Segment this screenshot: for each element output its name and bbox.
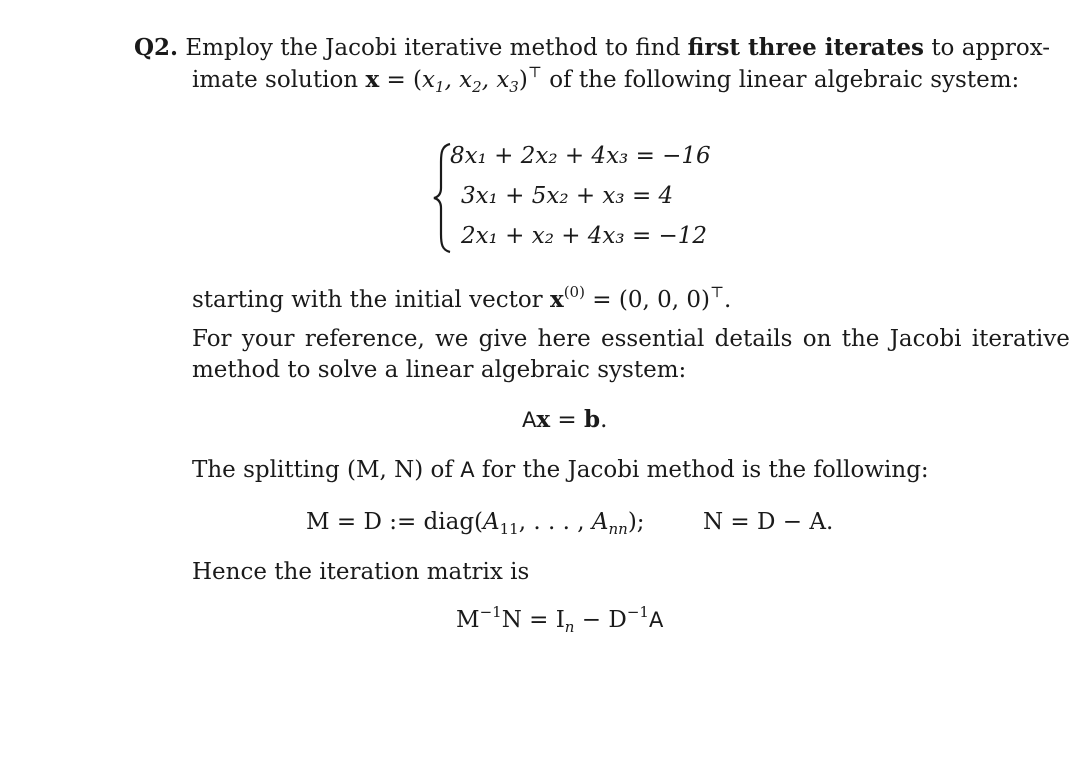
iter-inv-2: −1 [626, 603, 649, 621]
splitting-text-start: The splitting (M, N) of [192, 457, 453, 483]
iter-A: A [648, 608, 664, 632]
solution-vector: x [365, 66, 380, 93]
line2-text-2: of the following linear algebraic system: [549, 67, 1020, 93]
equation-3: 2x₁ + x₂ + 4x₃ = −12 [461, 223, 708, 249]
reference-line-1: For your reference, we give here essential details on the Jacobi iterative [192, 326, 1070, 352]
iteration-text: Hence the iteration matrix is [192, 559, 530, 585]
question-label: Q2. [134, 34, 179, 61]
equation-period: . [600, 407, 608, 433]
initial-value: = (0, 0, 0) [584, 287, 710, 313]
initial-superscript: (0) [563, 283, 585, 301]
formula-Ann: A [591, 509, 609, 535]
equation-1: 8x₁ + 2x₂ + 4x₃ = −16 [450, 143, 711, 169]
initial-transpose: ⊤ [709, 283, 725, 301]
iter-sub-n: n [564, 618, 575, 636]
splitting-formula [306, 508, 645, 536]
formula-sub-nn: nn [608, 520, 628, 538]
linear-equation [522, 406, 607, 434]
splitting-line [192, 456, 929, 484]
question-line-2: imate solution $x = (x_1$, $x_2$, $x_3)^⊤$ of the following linear algebraic system: [192, 63, 1020, 96]
intro-bold-text: first three iterates [687, 34, 924, 61]
intro-text-2: to approx- [931, 35, 1051, 61]
equation-2: 3x₁ + 5x₂ + x₃ = 4 [461, 183, 674, 209]
initial-vector-line [192, 283, 732, 314]
iter-M: M [456, 607, 480, 633]
equals-sign: = [550, 407, 584, 433]
iter-N-I: N = I [501, 607, 565, 633]
initial-end: . [724, 287, 732, 313]
splitting-formula-N: N = D − A. [703, 509, 834, 535]
initial-text: starting with the initial vector [192, 287, 543, 313]
iteration-formula [456, 603, 664, 636]
vector-b: b [584, 406, 601, 433]
line2-text-1: imate solution [192, 67, 359, 93]
formula-M-D: M = D := diag( [306, 509, 484, 535]
formula-sub-11: 11 [499, 520, 519, 538]
intro-text-1: Employ the Jacobi iterative method to find [185, 35, 681, 61]
question-line-1 [134, 34, 1050, 62]
formula-A11: A [483, 509, 500, 535]
solution-equals: = ( [379, 67, 423, 93]
initial-vector: x [549, 286, 564, 313]
linear-system [432, 142, 732, 254]
iter-minus-D: − D [574, 607, 627, 633]
reference-line-2: method to solve a linear algebraic system: [192, 357, 687, 383]
formula-dots: , . . . , [518, 509, 592, 535]
formula-close: ); [627, 509, 645, 535]
iter-inv-1: −1 [479, 603, 502, 621]
matrix-A: A [522, 408, 537, 432]
vector-x: x [536, 406, 551, 433]
solution-components: $x_1$, $x_2$, $x_3$ [422, 67, 519, 96]
splitting-matrix-A: A [460, 458, 475, 482]
splitting-text-end: for the Jacobi method is the following: [481, 457, 929, 483]
